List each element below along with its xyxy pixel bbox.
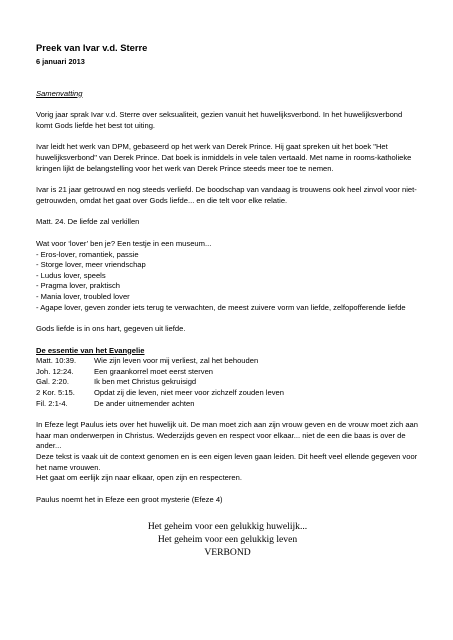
reference-row <box>36 399 419 410</box>
reference-row <box>36 377 419 388</box>
reference-text: Een graankorrel moet eerst sterven <box>94 366 214 376</box>
reference-text: Opdat zij die leven, niet meer voor zichzelf zouden leven <box>94 388 284 398</box>
list-item: - Ludus lover, speels <box>36 270 106 280</box>
reference-text: De ander uitnemender achten <box>94 398 195 408</box>
ephesians-line: Het gaat om eerlijk zijn naar elkaar, open zijn en respecteren. <box>36 473 242 483</box>
reference-label: Joh. 12:24. <box>36 366 74 376</box>
lover-list <box>36 250 419 314</box>
intro-paragraph-2: Ivar leidt het werk van DPM, gebaseerd op het werk van Derek Prince. Hij gaat spreken uit het boek "Het huwelijksverbond" van Derek Prince. Dat boek is inmiddels in vele talen vertaald. Met name in rooms-katholieke kringen lijkt de belangstelling voor het werk van Derek Prince steeds meer toe te nemen. <box>36 142 412 173</box>
intro-paragraph-4: Matt. 24. De liefde zal verkillen <box>36 217 140 227</box>
reference-row <box>36 388 419 399</box>
reference-row <box>36 356 419 367</box>
reference-text: Wie zijn leven voor mij verliest, zal het behouden <box>94 356 259 366</box>
reference-row <box>36 367 419 378</box>
ephesians-line: Deze tekst is vaak uit de context genomen en is een eigen leven gaan leiden. Dit heeft veel ellende gegeven voor het name vrouwen. <box>36 452 418 472</box>
page-title: Preek van Ivar v.d. Sterre <box>36 42 148 53</box>
reference-label: Fil. 2:1-4. <box>36 398 68 408</box>
list-item: - Storge lover, meer vriendschap <box>36 260 146 270</box>
intro-paragraph-1: Vorig jaar sprak Ivar v.d. Sterre over seksualiteit, gezien vanuit het huwelijksverbond. In het huwelijksverbond komt Gods liefde het best tot uiting. <box>36 110 403 130</box>
reference-label: 2 Kor. 5:15. <box>36 388 75 398</box>
reference-text: Ik ben met Christus gekruisigd <box>94 377 197 387</box>
gospel-heading: De essentie van het Evangelie <box>36 345 145 355</box>
ephesians-line: In Efeze legt Paulus iets over het huwelijk uit. De man moet zich aan zijn vrouw geven en de vrouw moet zich aan haar man onderwerpen in Christus. Wederzijds geven en respect voor elkaar... niet de een die baas is over de ander... <box>36 420 418 451</box>
gospel-reference-list <box>36 356 419 409</box>
reference-label: Gal. 2:20. <box>36 377 69 387</box>
list-item: - Eros-lover, romantiek, passie <box>36 249 139 259</box>
closing-statement <box>36 521 419 559</box>
list-item: - Pragma lover, praktisch <box>36 281 120 291</box>
intro-paragraph-3: Ivar is 21 jaar getrouwd en nog steeds verliefd. De boodschap van vandaag is trouwens ook heel zinvol voor niet-getrouwden, omdat het gaat over Gods liefde... en die telt voor elke relatie. <box>36 185 417 205</box>
reference-label: Matt. 10:39. <box>36 356 77 366</box>
gods-love-paragraph: Gods liefde is in ons hart, gegeven uit liefde. <box>36 324 186 334</box>
mystery-paragraph: Paulus noemt het in Efeze een groot mysterie (Efeze 4) <box>36 494 223 504</box>
list-item: - Agape lover, geven zonder iets terug te verwachten, de meest zuivere vorm van liefde, zelfopofferende liefde <box>36 302 406 312</box>
closing-line: Het geheim voor een gelukkig leven <box>157 534 298 545</box>
closing-line: VERBOND <box>204 546 251 558</box>
document-date: 6 januari 2013 <box>36 57 85 66</box>
ephesians-block <box>36 420 419 484</box>
lover-question: Wat voor ‘lover’ ben je? Een testje in een museum... <box>36 238 212 248</box>
closing-line: Het geheim voor een gelukkig huwelijk... <box>147 521 308 533</box>
document-body <box>36 42 419 559</box>
list-item: - Mania lover, troubled lover <box>36 291 130 301</box>
summary-heading: Samenvatting <box>36 88 83 98</box>
